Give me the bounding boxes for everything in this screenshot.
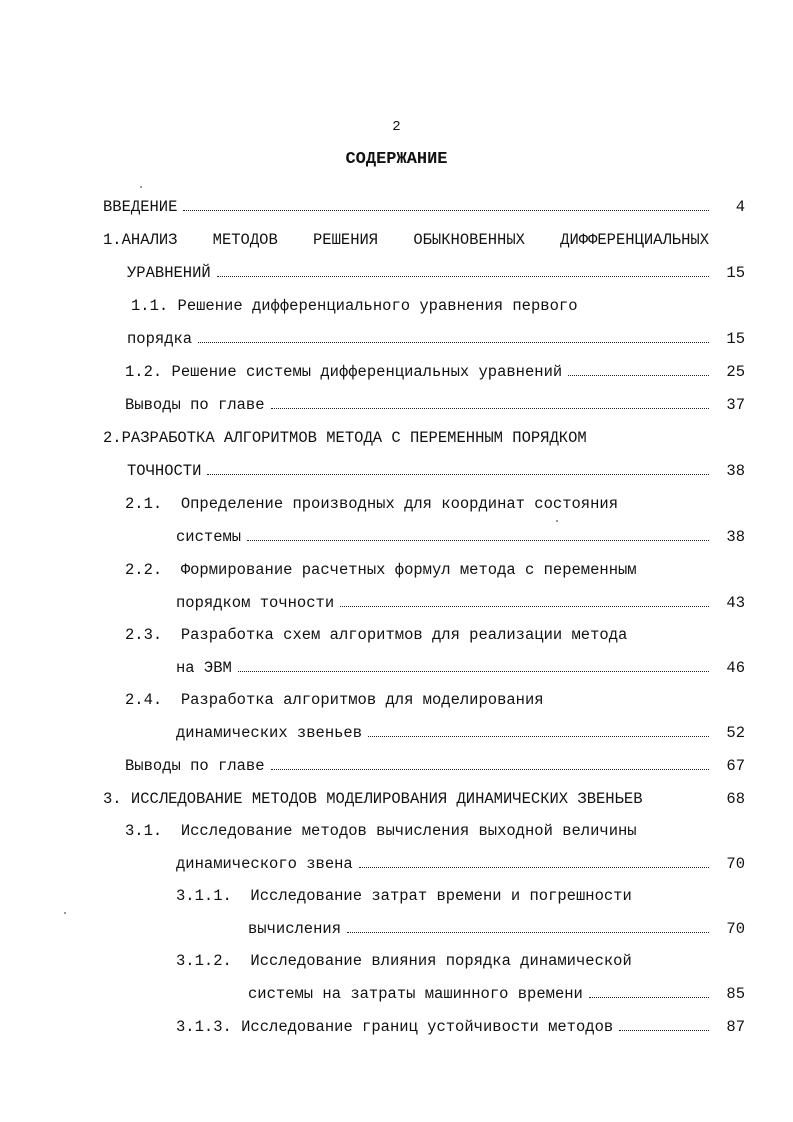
entry-title: Исследование влияния порядка динамической <box>250 952 632 970</box>
entry-page: 4 <box>735 198 745 216</box>
entry-title: динамического звена <box>176 855 353 873</box>
toc-entry-2-2-cont[interactable] <box>176 593 745 613</box>
entry-page: 43 <box>726 594 745 612</box>
entry-title: ИССЛЕДОВАНИЕ МЕТОДОВ МОДЕЛИРОВАНИЯ ДИНАМИЧЕСКИХ ЗВЕНЬЕВ <box>130 790 643 808</box>
section-number: 2.4. <box>125 691 163 709</box>
section-number: 2.3. <box>125 626 163 644</box>
scan-speck <box>556 520 558 522</box>
dot-leader <box>238 658 709 672</box>
entry-title: ВВЕДЕНИЕ <box>103 198 178 216</box>
toc-entry-3-1-1-cont[interactable] <box>248 919 745 939</box>
section-number: 2.2. <box>125 561 163 579</box>
toc-entry-chapter-2[interactable] <box>103 428 587 448</box>
toc-entry-conclusion-1[interactable] <box>125 395 745 415</box>
entry-title: РАЗРАБОТКА АЛГОРИТМОВ МЕТОДА С ПЕРЕМЕННЫМ ПОРЯДКОМ <box>121 429 587 447</box>
entry-page: 38 <box>726 462 745 480</box>
entry-page: 52 <box>726 724 745 742</box>
dot-leader <box>207 461 709 475</box>
toc-entry-3-1-3[interactable] <box>176 1017 745 1037</box>
title-word: РЕШЕНИЯ <box>312 231 379 249</box>
section-number: 1.1. <box>131 297 169 315</box>
entry-page: 15 <box>726 264 745 282</box>
entry-title: вычисления <box>248 920 342 938</box>
entry-page: 37 <box>726 396 745 414</box>
entry-page: 70 <box>726 855 745 873</box>
dot-leader <box>359 854 709 868</box>
toc-entry-3-1-2[interactable] <box>176 951 632 971</box>
title-word: МЕТОДОВ <box>212 231 278 249</box>
toc-entry-2-4[interactable] <box>125 690 544 710</box>
dot-leader <box>619 1017 709 1031</box>
toc-entry-1-1-cont[interactable] <box>127 329 745 349</box>
entry-title: Разработка алгоритмов для моделирования <box>180 691 544 709</box>
title-word: ОБЫКНОВЕННЫХ <box>413 231 525 249</box>
dot-leader <box>568 362 709 376</box>
toc-entry-chapter-1-cont[interactable] <box>127 263 745 283</box>
toc-entry-2-3-cont[interactable] <box>176 658 745 678</box>
entry-title: порядком точности <box>176 594 335 612</box>
entry-title: Решение дифференциального уравнения первого <box>177 297 578 315</box>
toc-entry-chapter-2-cont[interactable] <box>127 461 745 481</box>
entry-page: 68 <box>726 790 745 808</box>
section-number: 3.1.2. <box>176 952 232 970</box>
toc-entry-3-1-cont[interactable] <box>176 854 745 874</box>
entry-title: системы <box>176 528 242 546</box>
chapter-number: 3. <box>103 790 122 808</box>
entry-page: 87 <box>726 1018 745 1036</box>
toc-entry-2-1[interactable] <box>125 494 618 514</box>
dot-leader <box>217 263 709 277</box>
toc-entry-1-1[interactable] <box>131 296 578 316</box>
entry-page: 46 <box>726 659 745 677</box>
entry-page: 25 <box>726 363 745 381</box>
scan-speck <box>64 912 66 914</box>
entry-title: динамических звеньев <box>176 724 363 742</box>
dot-leader <box>368 723 709 737</box>
entry-title: Решение системы дифференциальных уравнений <box>171 363 563 381</box>
entry-page: 67 <box>726 757 745 775</box>
chapter-number: 2. <box>103 429 122 447</box>
toc-entry-3-1-2-cont[interactable] <box>248 984 745 1004</box>
chapter-number-and-word: 1.АНАЛИЗ <box>103 231 178 249</box>
section-number: 3.1.1. <box>176 887 232 905</box>
toc-entry-conclusion-2[interactable] <box>125 756 745 776</box>
entry-page: 15 <box>726 330 745 348</box>
toc-entry-chapter-3[interactable] <box>103 789 745 809</box>
toc-entry-2-1-cont[interactable] <box>176 527 745 547</box>
entry-title-group <box>103 789 643 809</box>
entry-title: Исследование границ устойчивости методов <box>241 1018 614 1036</box>
entry-page: 70 <box>726 920 745 938</box>
section-number: 3.1. <box>125 822 163 840</box>
toc-entry-2-3[interactable] <box>125 625 627 645</box>
dot-leader <box>340 593 709 607</box>
entry-title: Разработка схем алгоритмов для реализации метода <box>180 626 628 644</box>
section-number: 1.2. <box>125 363 163 381</box>
entry-title: Определение производных для координат состояния <box>180 495 618 513</box>
entry-page: 38 <box>726 528 745 546</box>
entry-title: ТОЧНОСТИ <box>127 462 202 480</box>
entry-title: Формирование расчетных формул метода с переменным <box>180 561 637 579</box>
entry-title: УРАВНЕНИЙ <box>127 264 211 282</box>
section-number: 2.1. <box>125 495 163 513</box>
toc-entry-3-1[interactable] <box>125 821 637 841</box>
entry-title: Исследование методов вычисления выходной величины <box>180 822 637 840</box>
dot-leader <box>589 984 709 998</box>
toc-entry-1-2[interactable] <box>125 362 745 382</box>
entry-title: Выводы по главе <box>125 757 265 775</box>
section-number: 3.1.3. <box>176 1018 232 1036</box>
entry-title: Исследование затрат времени и погрешности <box>250 887 632 905</box>
scan-speck <box>140 186 142 188</box>
toc-entry-2-4-cont[interactable] <box>176 723 745 743</box>
entry-page: 85 <box>726 985 745 1003</box>
dot-leader <box>198 329 709 343</box>
entry-title: Выводы по главе <box>125 396 265 414</box>
dot-leader <box>183 197 709 211</box>
toc-heading: СОДЕРЖАНИЕ <box>345 150 448 169</box>
page-number: 2 <box>392 119 401 135</box>
entry-title: на ЭВМ <box>176 659 232 677</box>
dot-leader <box>271 756 709 770</box>
dot-leader <box>347 919 709 933</box>
toc-entry-2-2[interactable] <box>125 560 637 580</box>
toc-entry-3-1-1[interactable] <box>176 886 632 906</box>
toc-entry-introduction[interactable] <box>103 197 745 217</box>
toc-entry-chapter-1[interactable] <box>103 230 709 250</box>
entry-title: порядка <box>127 330 193 348</box>
dot-leader <box>247 527 709 541</box>
dot-leader <box>271 395 709 409</box>
entry-title: системы на затраты машинного времени <box>248 985 583 1003</box>
title-word: ДИФФЕРЕНЦИАЛЬНЫХ <box>560 231 709 249</box>
